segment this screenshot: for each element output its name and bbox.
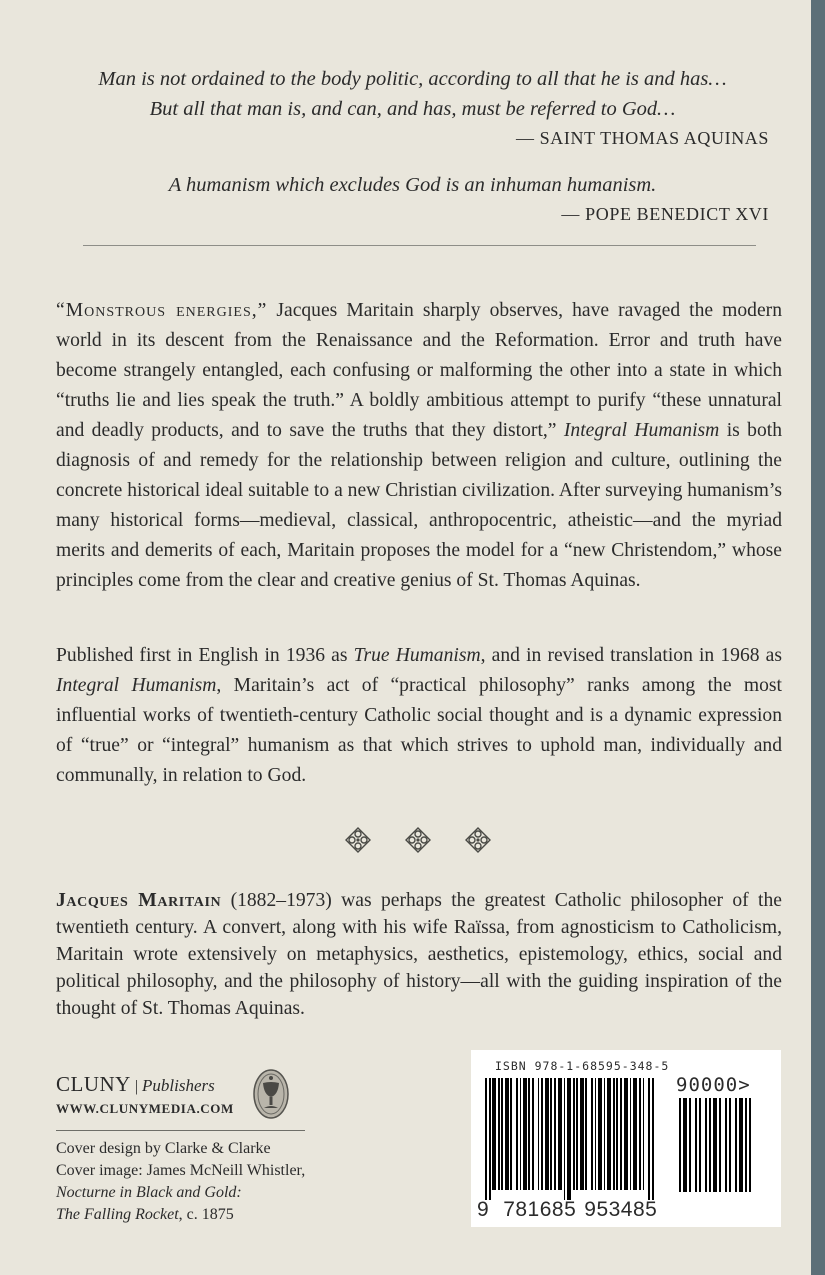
paragraph-text: , and in revised translation in 1968 as (480, 645, 783, 666)
barcode-bar (679, 1098, 681, 1192)
bio-text: (1882–1973) was perhaps the greatest Catholic philosopher of the twentieth century. A convert, along with his wife Raïssa, from agnosticism to Catholicism, Maritain wrote extensively on metaphysics, aesthetics, epistemology, ethics, social and political philosophy, and the philosophy of history—all with the guiding inspiration of the thought of St. Thomas Aquinas. (56, 890, 782, 1019)
barcode-bar (585, 1078, 587, 1190)
quote-line: A humanism which excludes God is an inhuman humanism. (168, 174, 657, 196)
book-title: True Humanism (353, 645, 481, 666)
barcode-bar (639, 1078, 641, 1190)
barcode-bar (498, 1078, 500, 1190)
quote-aquinas (56, 64, 769, 124)
barcode-bar (695, 1098, 697, 1192)
author-bio (56, 887, 782, 1022)
barcode-bar (713, 1098, 717, 1192)
barcode-bar (705, 1098, 707, 1192)
ean-first-digit: 9 (477, 1198, 490, 1221)
barcode-bar (683, 1098, 687, 1192)
artwork-title: The Falling Rocket (56, 1206, 179, 1223)
barcode-bar (501, 1078, 503, 1190)
barcode-bar (580, 1078, 584, 1190)
barcode-bar (532, 1078, 534, 1190)
barcode-bar (604, 1078, 605, 1190)
fleuron-icon (404, 826, 432, 854)
barcode-bar (624, 1078, 628, 1190)
lead-in: “Monstrous energies,” (56, 300, 268, 321)
publisher-label: Publishers (142, 1076, 215, 1095)
barcode-bar (630, 1078, 631, 1190)
barcode-bar (505, 1078, 509, 1190)
design-credit: Cover design by Clarke & Clarke (56, 1140, 271, 1157)
barcode-bar (489, 1078, 491, 1200)
barcode-bar (567, 1078, 571, 1200)
barcode-bar (749, 1098, 751, 1192)
barcode-bar (558, 1078, 562, 1190)
quote-benedict (56, 170, 769, 200)
barcode-bar (699, 1098, 701, 1192)
publisher-separator: | (134, 1078, 139, 1095)
barcode-bar (709, 1098, 711, 1192)
barcode-bar (576, 1078, 578, 1190)
ean-group-right: 953485 (584, 1198, 658, 1221)
barcode-bar (550, 1078, 552, 1190)
publisher-url[interactable]: WWW.CLUNYMEDIA.COM (56, 1101, 234, 1116)
artwork-date: , c. 1875 (178, 1206, 234, 1223)
cover-credits (56, 1138, 305, 1226)
publisher-name: CLUNY (56, 1072, 131, 1096)
attribution-aquinas: — SAINT THOMAS AQUINAS (515, 128, 769, 148)
book-title: Integral Humanism (563, 420, 720, 441)
barcode-bar (643, 1078, 644, 1190)
barcode-bar (492, 1078, 496, 1190)
barcode-bar (510, 1078, 512, 1190)
barcode-bar (520, 1078, 521, 1190)
barcode-bar (528, 1078, 530, 1190)
fleuron-icon (464, 826, 492, 854)
publisher-imprint (56, 1072, 215, 1097)
barcode-bar (545, 1078, 549, 1190)
fleuron-icon (344, 826, 372, 854)
barcode-bar (648, 1078, 650, 1200)
attribution-benedict: — POPE BENEDICT XVI (561, 204, 769, 224)
book-title: Integral Humanism (56, 675, 217, 696)
paragraph-text: Published first in English in 1936 as (56, 645, 354, 666)
barcode-bar (652, 1078, 654, 1200)
chalice-seal-icon (252, 1068, 290, 1120)
barcode-bar (554, 1078, 556, 1190)
ean-group-left: 781685 (503, 1198, 577, 1221)
isbn-text: ISBN 978-1-68595-348-5 (495, 1059, 670, 1073)
barcode-bar (735, 1098, 737, 1192)
barcode-bar (689, 1098, 691, 1192)
barcode-bar (523, 1078, 527, 1190)
paragraph-text: , Maritain’s act of “practical philosophy” ranks among the most influential works of twentieth-century Catholic social thought and is a dynamic expression of “true” or “integral” humanism as that which strives to uphold man, individually and communally, in relation to God. (56, 675, 782, 786)
price-code: 90000> (676, 1074, 751, 1096)
barcode-bar (729, 1098, 731, 1192)
barcode-bar (516, 1078, 518, 1190)
paragraph-text: Jacques Maritain sharply observes, have ravaged the modern world in its descent from the Renaissance and the Reformation. Error and truth have become strangely entangled, each confusing or malforming the other into a state in which “truths lie and lies speak the truth.” A boldly ambitious attempt to purify “these unnatural and deadly products, and to save the truths that they distort,” (56, 300, 782, 441)
quote-line: But all that man is, and can, and has, must be referred to God… (149, 98, 676, 120)
barcode-bar (739, 1098, 743, 1192)
quote-line: Man is not ordained to the body politic, according to all that he is and has… (98, 68, 727, 90)
price-addon-barcode (677, 1098, 775, 1192)
credits-rule (56, 1130, 305, 1131)
barcode-bar (595, 1078, 596, 1190)
ornament-divider (344, 826, 494, 854)
barcode-bar (719, 1098, 721, 1192)
author-name: Jacques Maritain (56, 890, 222, 911)
barcode-bar (613, 1078, 615, 1190)
divider-rule (83, 245, 756, 246)
image-credit: Cover image: James McNeill Whistler, (56, 1162, 306, 1179)
artwork-title: Nocturne in Black and Gold: (56, 1184, 242, 1201)
barcode-bar (591, 1078, 593, 1190)
barcode-bar (538, 1078, 539, 1190)
description-paragraph-1 (56, 296, 782, 596)
barcode-bar (725, 1098, 727, 1192)
barcode-bar (541, 1078, 543, 1190)
barcode-bar (620, 1078, 622, 1190)
barcode-bar (616, 1078, 618, 1190)
barcode-bar (633, 1078, 637, 1190)
barcode-panel (471, 1050, 781, 1227)
paragraph-text: is both diagnosis of and remedy for the relationship between religion and culture, outlining the concrete historical ideal suitable to a new Christian civilization. After surveying humanism’s many historical forms—medieval, classical, anthropocentric, atheistic—and the myriad merits and demerits of each, Maritain proposes the model for a “new Christendom,” whose principles come from the clear and creative genius of St. Thomas Aquinas. (56, 420, 783, 591)
barcode-bar (485, 1078, 487, 1200)
barcode-bar (745, 1098, 747, 1192)
ean-digits (477, 1198, 657, 1222)
ean-barcode (477, 1078, 669, 1200)
barcode-bar (598, 1078, 602, 1190)
spine-edge (811, 0, 825, 1275)
barcode-bar (573, 1078, 575, 1190)
description-paragraph-2 (56, 641, 782, 791)
barcode-bar (607, 1078, 611, 1190)
barcode-bar (564, 1078, 565, 1200)
